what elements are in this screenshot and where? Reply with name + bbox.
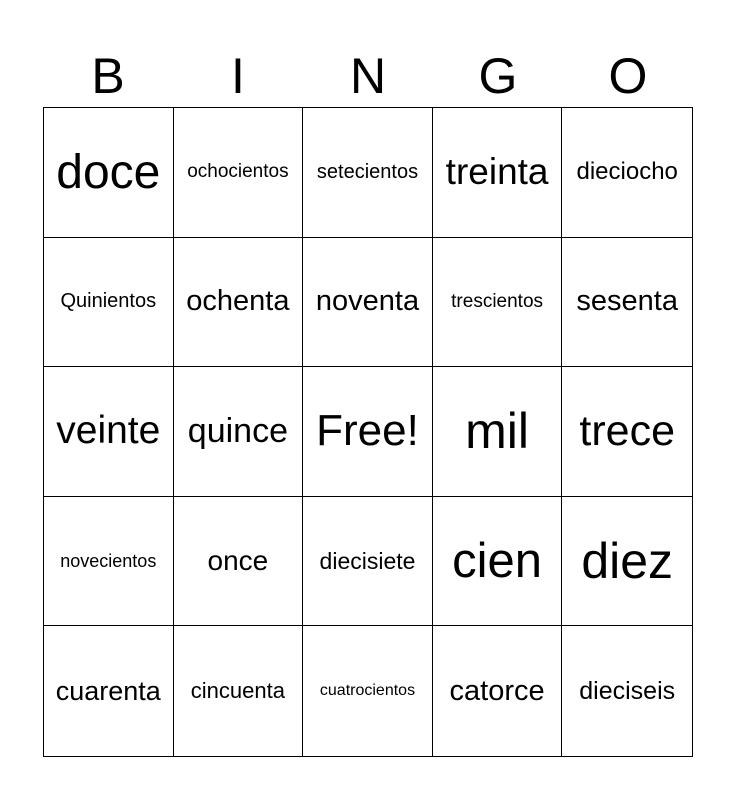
- bingo-header: [43, 48, 693, 104]
- bingo-cell[interactable]: cien: [433, 497, 563, 627]
- header-letter-i: I: [231, 48, 245, 104]
- header-letter-n: N: [349, 48, 387, 104]
- bingo-cell[interactable]: diecisiete: [303, 497, 433, 627]
- bingo-cell[interactable]: treinta: [433, 108, 563, 238]
- bingo-cell[interactable]: mil: [433, 367, 563, 497]
- bingo-cell[interactable]: catorce: [433, 626, 563, 756]
- header-letter-o: O: [608, 48, 648, 104]
- bingo-cell[interactable]: ochocientos: [174, 108, 304, 238]
- bingo-cell[interactable]: diez: [562, 497, 692, 627]
- bingo-cell[interactable]: quince: [174, 367, 304, 497]
- bingo-cell[interactable]: sesenta: [562, 238, 692, 368]
- bingo-cell[interactable]: noventa: [303, 238, 433, 368]
- free-space-cell[interactable]: Free!: [303, 367, 433, 497]
- bingo-cell[interactable]: trece: [562, 367, 692, 497]
- bingo-cell[interactable]: cuatrocientos: [303, 626, 433, 756]
- bingo-cell[interactable]: novecientos: [44, 497, 174, 627]
- bingo-cell[interactable]: doce: [44, 108, 174, 238]
- header-letter-g: G: [478, 48, 518, 104]
- header-letter-b: B: [91, 48, 125, 104]
- bingo-cell[interactable]: Quinientos: [44, 238, 174, 368]
- bingo-card-grid: [43, 107, 693, 757]
- bingo-cell[interactable]: cuarenta: [44, 626, 174, 756]
- bingo-cell[interactable]: setecientos: [303, 108, 433, 238]
- bingo-cell[interactable]: veinte: [44, 367, 174, 497]
- bingo-cell[interactable]: dieciseis: [579, 676, 676, 705]
- bingo-cell[interactable]: dieciocho: [562, 108, 692, 238]
- bingo-cell[interactable]: trescientos: [433, 238, 563, 368]
- bingo-cell[interactable]: once: [174, 497, 304, 627]
- bingo-cell[interactable]: ochenta: [174, 238, 304, 368]
- bingo-cell[interactable]: cincuenta: [174, 626, 304, 756]
